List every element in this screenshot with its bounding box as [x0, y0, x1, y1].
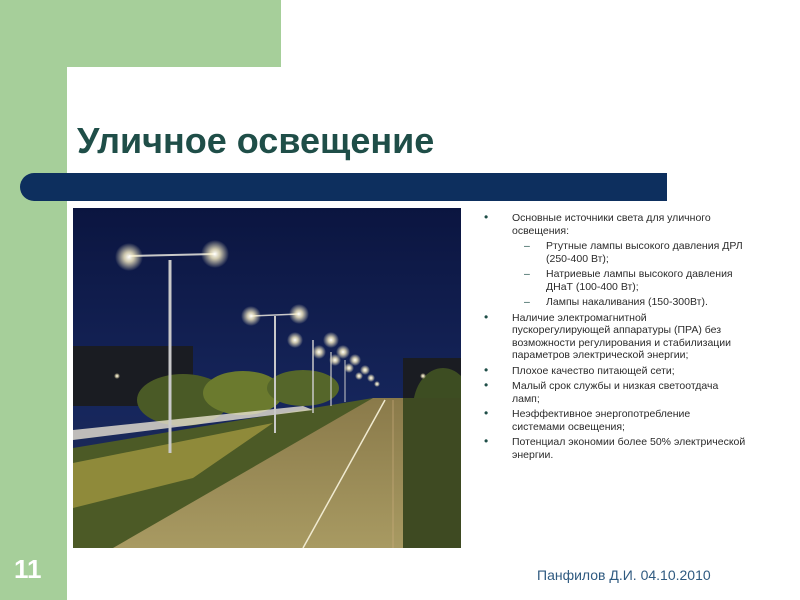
title-underline-bar	[20, 173, 667, 201]
sub-bullet-item: – Лампы накаливания (150-300Вт).	[512, 296, 746, 309]
street-lighting-photo	[73, 208, 461, 548]
bullet-content	[484, 212, 746, 464]
sub-bullet-item: – Ртутные лампы высокого давления ДРЛ (250-400 Вт);	[512, 240, 746, 265]
left-accent-bar	[0, 0, 67, 600]
sub-bullet-item: – Натриевые лампы высокого давления ДНаТ (100-400 Вт);	[512, 268, 746, 293]
slide-title: Уличное освещение	[77, 120, 435, 161]
bullet-item: • Потенциал экономии более 50% электрической энергии.	[484, 436, 746, 461]
bullet-item: • Малый срок службы и низкая светоотдача ламп;	[484, 380, 746, 405]
bullet-item: • Наличие электромагнитной пускорегулирующей аппаратуры (ПРА) без возможности регулирования и стабилизации параметров электрической энергии;	[484, 312, 746, 362]
bullet-item	[484, 212, 746, 309]
bullet-item: • Плохое качество питающей сети;	[484, 365, 746, 378]
sub-bullet-list	[512, 240, 746, 309]
bullet-text: Основные источники света для уличного освещения:	[512, 212, 711, 237]
bullet-item: • Неэффективное энергопотребление системами освещения;	[484, 408, 746, 433]
page-number: 11	[14, 554, 42, 584]
bullet-list	[484, 212, 746, 461]
footer-author-date: Панфилов Д.И. 04.10.2010	[537, 567, 711, 583]
top-accent-block	[0, 0, 281, 67]
